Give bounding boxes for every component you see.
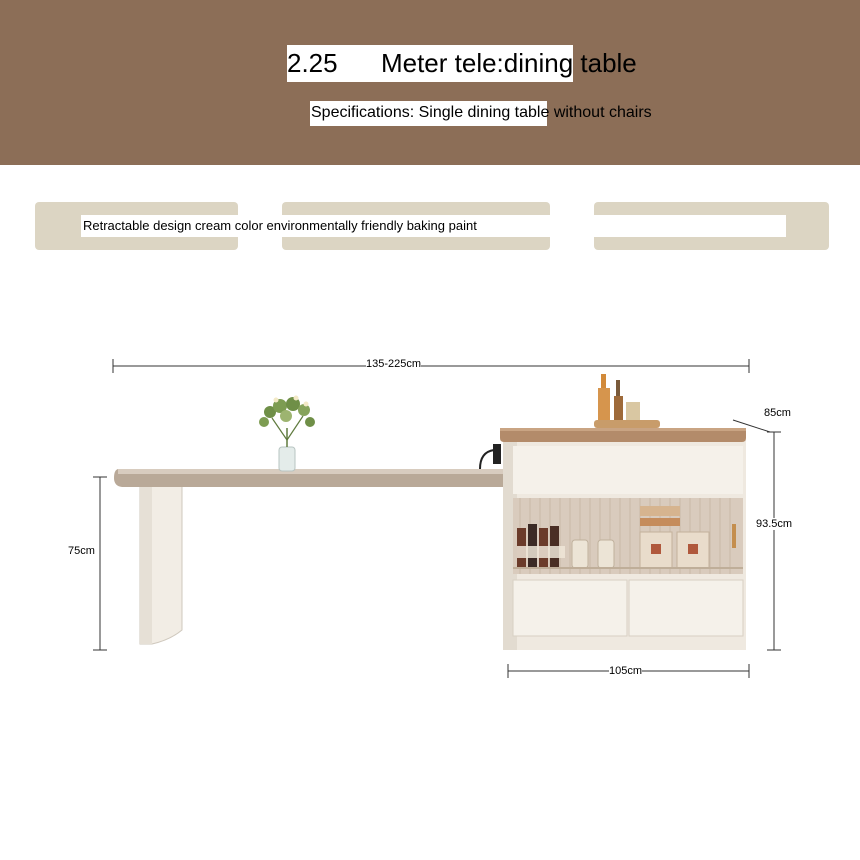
tray-bottles — [594, 374, 660, 428]
length-dimension-line — [113, 359, 749, 373]
feature-tag-3-mask — [594, 215, 786, 237]
header-band — [0, 0, 860, 165]
cabinet-bottles — [517, 524, 565, 568]
cabinet — [500, 428, 746, 650]
table-leg — [140, 486, 182, 644]
plant-vase — [259, 396, 315, 472]
overall-length-label: 135-225cm — [366, 358, 422, 370]
power-socket — [480, 444, 501, 469]
cabinet-depth-label: 85cm — [764, 407, 791, 419]
cabinet-height-dimension-line — [767, 432, 781, 650]
table-height-dimension-line — [93, 477, 107, 650]
feature-description: Retractable design cream color environmentally friendly baking paint — [83, 218, 477, 233]
specification-subtitle: Specifications: Single dining table without chairs — [311, 104, 652, 121]
page-title: 2.25 Meter tele:dining table — [287, 48, 637, 78]
product-illustration — [0, 330, 860, 700]
cabinet-width-label: 105cm — [609, 665, 643, 677]
cabinet-height-label: 93.5cm — [756, 518, 793, 530]
table-height-label: 75cm — [68, 545, 95, 557]
extension-tabletop — [114, 469, 504, 487]
